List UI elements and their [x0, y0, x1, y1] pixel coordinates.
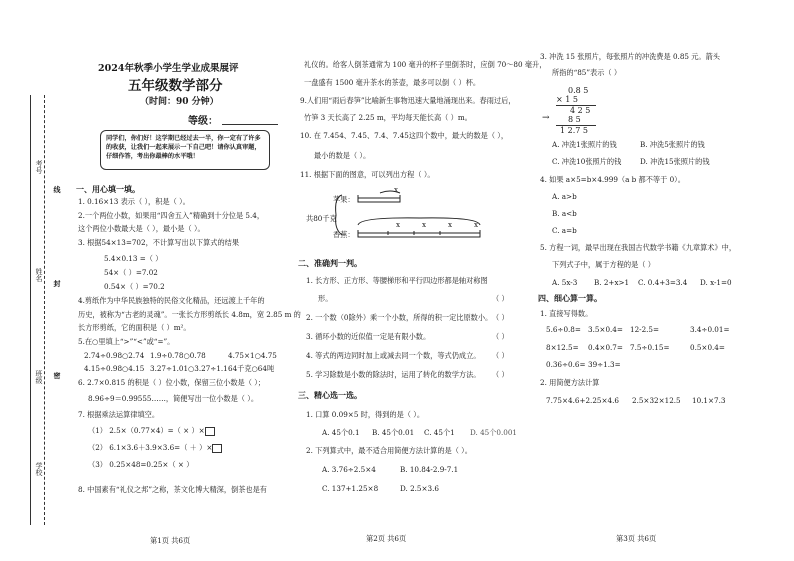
apple-label: 苹果： [333, 195, 355, 204]
apple-brace [380, 191, 400, 193]
oral-1-3: 12-2.5= [630, 325, 660, 334]
arrow-icon: → [542, 113, 550, 123]
vert-row-2: × 1 5 [556, 95, 578, 104]
p1-q2a: 2.一个两位小数，如果用“四舍五入”精确到十分位是 5.4， [78, 211, 265, 220]
section2-title: 二、准确判一判。 [298, 258, 362, 268]
p3-q3a: 3. 冲洗 15 张照片，每张照片的冲洗费是 0.85 元。箭头 [540, 52, 720, 61]
exam-subject: 五年级数学部分 [128, 78, 223, 94]
judge-paren-4[interactable]: （ ） [492, 351, 509, 360]
p3-q5-c: C. 0.4+3=3.4 [638, 278, 688, 287]
class-label: 班级 [35, 370, 43, 384]
vert-row-5: 1 2.7 5 [560, 126, 588, 135]
answer-box[interactable] [212, 444, 222, 453]
p2-j4: 4. 等式的两边同时加上或减去同一个数，等式仍成立。 [306, 351, 481, 360]
page1-footer: 第1页 共6页 [150, 536, 191, 545]
p3-q5-a: A. 5x-3 [552, 278, 578, 287]
name-label: 姓名 [35, 268, 43, 282]
p3-c1: 1. 直接写得数。 [540, 309, 593, 318]
p1-q4a: 4.剪纸作为中华民族独特的民俗文化精品，还远渡上千年的 [78, 296, 265, 305]
p2-j1b: 形。 [318, 294, 333, 303]
judge-paren-3[interactable]: （ ） [492, 332, 509, 341]
p3-q3-d: D. 冲洗15张照片的钱 [640, 157, 710, 166]
p2-m1-d: D. 45个0.001 [470, 428, 517, 437]
judge-paren-5[interactable]: （ ） [492, 370, 509, 379]
binding-line [30, 95, 31, 525]
p1-q6a: 6. 2.7×0.815 的积是（ ）位小数，保留三位小数是（ ）； [78, 378, 265, 387]
section3-title: 三、精心选一选。 [298, 390, 362, 400]
banana-x-label: x [448, 220, 453, 229]
p3-c2: 2. 用简便方法计算 [540, 378, 600, 387]
banana-x-label: x [396, 220, 401, 229]
p1-q6b: 8.96÷9＝0.99555……，简便写出一位小数是（ ）。 [88, 394, 259, 403]
banana-x-label: x [474, 220, 479, 229]
p1-q7: 7. 根据乘法运算律填空。 [78, 410, 160, 419]
notice-box [100, 130, 270, 170]
p2-m1-c: C. 45个1 [424, 428, 455, 437]
line-segment-diagram [300, 185, 500, 250]
calc-1: 7.75×4.6+2.25×4.6 [546, 396, 619, 405]
p1-q5-r2-b: 3.27÷1.01○3.27÷1.1 [150, 364, 228, 373]
section4-title: 四、细心算一算。 [538, 293, 602, 303]
p2-q9a: 9.人们用“雨后春笋”比喻新生事物迅速大量地涌现出来。春雨过后， [300, 96, 516, 105]
p1-q7a [88, 426, 215, 436]
judge-paren-2[interactable]: （ ） [492, 313, 509, 322]
cut-mark-2: 封 [53, 280, 62, 287]
page3-footer: 第3页 共6页 [616, 534, 657, 543]
p3-q4-c: C. a=b [552, 226, 577, 235]
total-label: 共80千克 [306, 214, 337, 223]
p1-q3b: 5.4×0.13 =（ ） [104, 254, 163, 263]
p3-q5-d: D. x-1=0 [700, 278, 732, 287]
grade-label: 等级： [188, 116, 218, 127]
exam-time: （时间：90 分钟） [140, 97, 219, 107]
banana-segment [358, 230, 480, 237]
p3-q3b: 所指的“85”表示（ ） [552, 68, 622, 77]
notice-text: 同学们，你们好！这学期已经过去一半，你一定有了许多的收获，让我们一起来展示一下自己吧！请你认真审题，仔细作答，考出你最棒的水平哦！ [106, 135, 261, 160]
vert-row-4: 8 5 [568, 115, 581, 124]
p1-q5-r1-b: 1.9÷0.78○0.78 [150, 351, 206, 360]
p2-m2: 2. 下列算式中，最不适合用简便方法计算的是（ ）。 [306, 446, 472, 455]
p2-q9b: 竹笋 3 天长高了 2.25 m，平均每天能长高（ ）m。 [304, 113, 472, 122]
oral-2-4: 0.5×0.4= [690, 343, 725, 352]
p1-q3d: 0.54×（ ）=70.2 [104, 282, 165, 291]
cut-mark-3: 密 [53, 372, 62, 379]
p1-q7c: （3） 0.25×48=0.25×（ × ） [88, 460, 194, 469]
banana-label: 香蕉： [333, 230, 355, 239]
banana-brace [358, 218, 480, 225]
calc-2: 2.5×32×12.5 [632, 396, 681, 405]
apple-segment [358, 195, 400, 202]
p3-q4-b: B. a<b [552, 209, 577, 218]
p3-q5b: 下列式子中，属于方程的是（ ） [552, 260, 655, 269]
p2-c2: 一盘盛有 1500 毫升茶水的茶壶，最多可以倒（ ）杯。 [304, 78, 481, 87]
p1-q5-r1-c: 4.75×1○4.75 [228, 351, 277, 360]
p1-q3c: 54×（ ）=7.02 [104, 268, 158, 277]
p2-j2: 2. 一个数（0除外）乘一个小数，所得的积一定比原数小。 [306, 313, 493, 322]
banana-x-label: x [422, 220, 427, 229]
p1-q2b: 这个两位小数最大是（ ），最小是（ ）。 [78, 224, 205, 233]
school-label: 学校 [35, 462, 43, 476]
p2-j3: 3. 循环小数的近似值一定是有限小数。 [306, 332, 431, 341]
section1-title: 一、用心填一填。 [76, 184, 140, 194]
p1-q5: 5.在○里填上“>”“<”或“=”。 [78, 337, 175, 346]
p2-m1: 1. 口算 0.09×5 时，得到的是（ ）。 [306, 410, 425, 419]
p1-q7b [88, 443, 222, 453]
oral-2-3: 7.5÷0.15= [630, 343, 670, 352]
oral-3-1: 0.36÷0.6= [546, 360, 586, 369]
calc-3: 10.1×7.3 [692, 396, 726, 405]
p2-m2-c: C. 137+1.25×8 [322, 484, 379, 493]
p3-q3-a: A. 冲洗1张照片的钱 [552, 140, 617, 149]
exam-title: 2024年秋季小学生学业成果展评 [98, 63, 239, 74]
cut-line [44, 95, 45, 525]
oral-3-2: 39÷1.3= [588, 360, 621, 369]
oral-1-2: 3.5×0.4= [588, 325, 623, 334]
answer-box[interactable] [205, 427, 215, 436]
p2-m1-b: B. 45个0.01 [372, 428, 415, 437]
p1-q5-r1-a: 2.74÷0.98○2.74 [84, 351, 145, 360]
p1-q7a-text: （1） 2.5×（0.77×4）=（ × ）× [88, 426, 205, 435]
p3-q5a: 5. 方程一词，最早出现在我国古代数学书籍《九章算术》中， [540, 243, 737, 252]
p3-q3-b: B. 冲洗5张照片的钱 [640, 140, 705, 149]
p1-q7b-text: （2） 6.1×3.6＋3.9×3.6=（ ＋ ）× [88, 443, 213, 452]
p2-q10b: 最小的数是（ ）。 [314, 151, 371, 160]
oral-1-4: 3.4÷0.01= [690, 325, 730, 334]
p1-q5-r2-a: 4.15÷0.98○4.15 [84, 364, 145, 373]
p3-q4-a: A. a>b [552, 192, 577, 201]
p2-m1-a: A. 45个0.1 [322, 428, 360, 437]
apple-x-label: x [394, 185, 399, 194]
page2-footer: 第2页 共6页 [366, 534, 407, 543]
cut-mark-1: 线 [53, 186, 62, 193]
vert-row-1: 0.8 5 [568, 86, 589, 95]
oral-2-2: 0.4×0.7= [588, 343, 623, 352]
p1-q5-r2-c: 64千克○64吨 [228, 364, 275, 373]
p2-j1a: 1. 长方形、正方形、等腰梯形和平行四边形都是轴对称图 [306, 276, 488, 285]
p2-m2-a: A. 3.76÷2.5×4 [322, 465, 376, 474]
p2-q11: 11. 根据下面的图意，可以列出方程（ ）。 [300, 170, 435, 179]
number-label: 考号 [35, 160, 43, 174]
p3-q3-c: C. 冲洗10张照片的钱 [552, 157, 622, 166]
grade-blank[interactable] [222, 124, 278, 125]
total-brace [336, 195, 342, 235]
p1-q8: 8. 中国素有“礼仪之邦”之称，茶文化博大精深，倒茶也是有 [78, 485, 267, 494]
p2-m2-b: B. 10.84-2.9-7.1 [400, 465, 459, 474]
judge-paren-1[interactable]: （ ） [492, 294, 509, 303]
p3-q4: 4. 如果 a×5=b×4.999（a b 都不等于 0）。 [540, 175, 685, 184]
vert-row-3: 4 2 5 [570, 106, 591, 115]
p1-q1: 1. 0.16×13 表示（ ），积是（ ）。 [78, 197, 190, 206]
oral-1-1: 5.6÷0.8= [546, 325, 581, 334]
p2-c1: 礼仪的。给客人倒茶通常为 100 毫升的杯子里倒茶时，应倒 70～80 毫升， [304, 60, 547, 69]
p3-q5-b: B. 2+x>1 [594, 278, 630, 287]
p1-q4c: 长方形剪纸，它的面积是（ ）m²。 [78, 323, 191, 332]
p2-m2-d: D. 2.5×3.6 [400, 484, 439, 493]
p1-q3a: 3. 根据54×13=702，不计算写出以下算式的结果 [78, 238, 240, 247]
p2-j5: 5. 学习除数是小数的除法时，运用了转化的数学方法。 [306, 370, 481, 379]
p1-q4b: 历史，被称为“古老的灵魂”。一张长方形剪纸长 4.8m，宽 2.85 m 的 [78, 310, 301, 319]
p2-q10a: 10. 在 7.454、7.45、7.4、7.45这四个数中，最大的数是（ ）， [300, 131, 509, 140]
oral-2-1: 8×12.5= [546, 343, 579, 352]
